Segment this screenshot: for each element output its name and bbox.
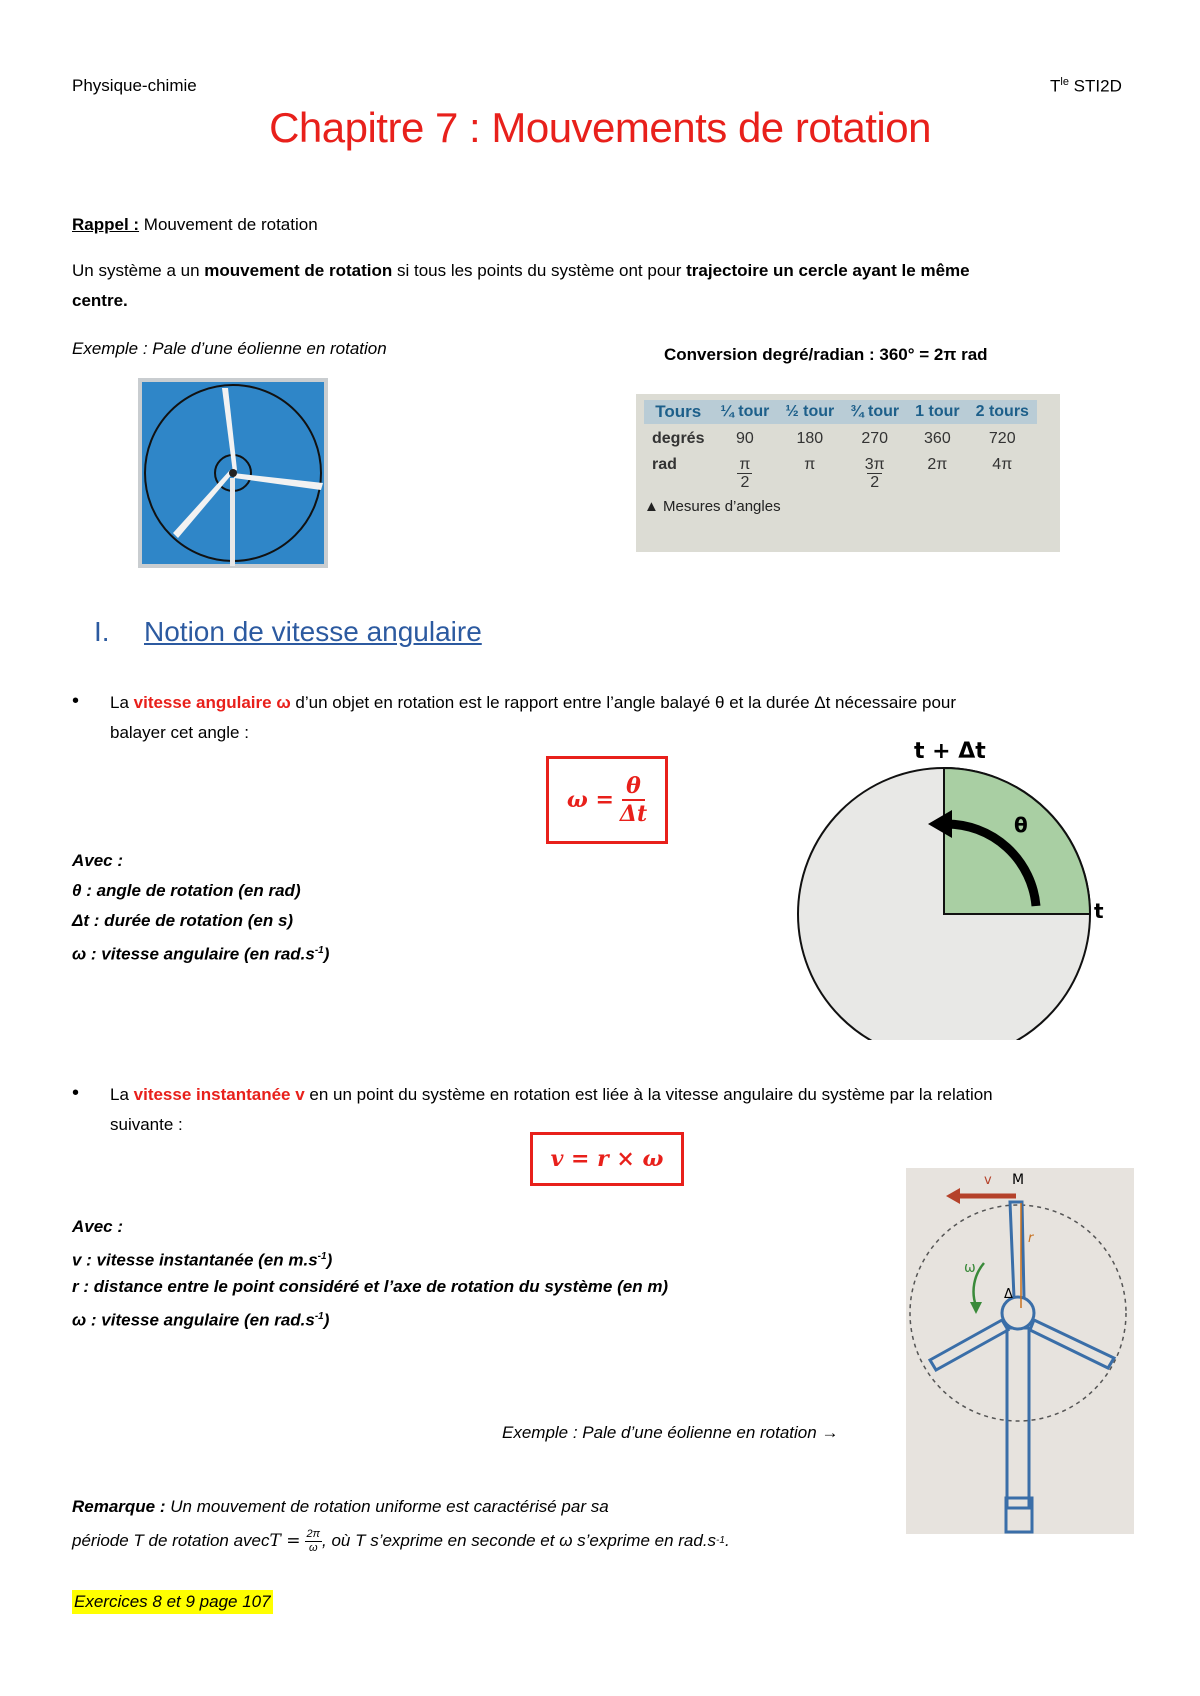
remarque-frac-num: 2π [306, 1527, 321, 1540]
bullet-dot: • [72, 690, 80, 712]
remarque-label: Remarque : [72, 1497, 166, 1516]
remarque-sup: -1 [716, 1535, 725, 1546]
def-dt: Δt : durée de rotation (en s) [72, 911, 294, 930]
remarque-text: période T de rotation avec [72, 1531, 270, 1550]
remarque-end: . [724, 1531, 730, 1550]
turbine-label-m: M [1012, 1172, 1025, 1188]
table-header: ¼ tour [720, 403, 770, 420]
bullet-part: balayer cet angle : [110, 723, 249, 742]
def-omega-sup: -1 [314, 945, 324, 956]
angle-diagram-svg [796, 736, 1126, 1040]
table-cell: 720 [988, 430, 1016, 447]
def-omega-text: ω : vitesse angulaire (en rad.s [72, 944, 315, 964]
formula-angular-speed [546, 756, 668, 844]
def-r: r : distance entre le point considéré et l’axe de rotation du système (en m) [72, 1277, 669, 1296]
bullet-part: suivante : [110, 1115, 183, 1134]
remarque-line-1 [72, 1492, 609, 1522]
def-bold: trajectoire un cercle ayant le même [686, 261, 970, 280]
def-v [72, 1242, 332, 1276]
conversion-table-photo [636, 394, 1060, 552]
def-v-sup: -1 [317, 1251, 327, 1262]
table-header: 1 tour [915, 403, 960, 420]
bullet2-text [110, 1080, 1132, 1140]
example-2: Exemple : Pale d’une éolienne en rotation → [502, 1423, 839, 1442]
header-class-sup: le [1060, 76, 1069, 88]
turbine-label-r: r [1028, 1231, 1034, 1246]
bullet-keyword: vitesse instantanée v [133, 1085, 305, 1104]
conversion-title: Conversion degré/radian : 360° = 2π rad [664, 345, 988, 364]
table-cell: 2π [927, 456, 948, 473]
table-cell: π [804, 456, 816, 473]
bullet-part: La [110, 1085, 134, 1104]
table-header: ½ tour [785, 403, 835, 420]
remarque-formula-lhs: T = [269, 1531, 301, 1551]
def-omega [72, 936, 329, 970]
def-v-end: ) [326, 1250, 333, 1270]
frac-top: π [739, 456, 751, 473]
turbine-diagram [906, 1168, 1134, 1534]
section-number: I. [94, 616, 110, 647]
header-class-main: T [1050, 76, 1061, 96]
formula-lhs: ω = [566, 787, 614, 813]
frac-bottom: 2 [867, 473, 882, 491]
rappel-label: Rappel : [72, 215, 140, 234]
def-omega2-end: ) [323, 1310, 330, 1330]
def-omega-end: ) [323, 944, 330, 964]
table-cell: 360 [924, 430, 951, 447]
exercises-note: Exercices 8 et 9 page 107 [72, 1590, 273, 1614]
turbine-label-v: v [984, 1173, 992, 1188]
remarque-text: Un mouvement de rotation uniforme est caractérisé par sa [165, 1497, 609, 1516]
table-row-label: degrés [652, 430, 705, 447]
bullet-dot: • [72, 1082, 80, 1104]
def-bold: mouvement de rotation [204, 261, 393, 280]
rappel-line [72, 210, 318, 240]
turbine-label-delta: Δ [1004, 1287, 1013, 1302]
rappel-definition [72, 256, 1132, 316]
avec-label-1: Avec : [72, 851, 124, 870]
def-part: si tous les points du système ont pour [392, 261, 687, 280]
table-header: 2 tours [975, 403, 1029, 420]
def-omega2-sup: -1 [314, 1311, 324, 1322]
table-cell: 90 [736, 430, 754, 447]
conversion-table [644, 400, 1037, 494]
table-header: ¾ tour [850, 403, 900, 420]
def-bold: centre. [72, 291, 128, 310]
frac-bottom: 2 [737, 473, 752, 491]
table-cell: 4π [992, 456, 1013, 473]
header-class-rest: STI2D [1068, 76, 1122, 96]
diagram-label-top: t + Δt [914, 739, 986, 764]
table-cell [712, 454, 777, 494]
turbine-label-omega: ω [964, 1260, 976, 1276]
wind-turbine-image [138, 378, 328, 568]
section-label: Notion de vitesse angulaire [144, 616, 482, 647]
formula-instant-speed: v = r × ω [530, 1132, 684, 1186]
def-theta: θ : angle de rotation (en rad) [72, 881, 301, 900]
table-cell: 180 [796, 430, 824, 447]
avec-label-2: Avec : [72, 1217, 124, 1236]
def-omega2 [72, 1302, 329, 1336]
table-row-label: rad [652, 456, 677, 473]
header-class [1050, 76, 1122, 97]
remarque-line-2 [72, 1526, 730, 1556]
bullet-keyword: vitesse angulaire ω [133, 693, 291, 712]
table-cell: 270 [861, 430, 889, 447]
bullet-part: d’un objet en rotation est le rapport entre l’angle balayé θ et la durée Δt nécessaire pour [290, 693, 957, 712]
def-part: Un système a un [72, 261, 205, 280]
def-v-text: v : vitesse instantanée (en m.s [72, 1250, 318, 1270]
bullet-part: en un point du système en rotation est liée à la vitesse angulaire du système par la relation [304, 1085, 993, 1104]
remarque-frac-den: ω [308, 1541, 318, 1554]
header-subject: Physique-chimie [72, 76, 197, 95]
turbine-diagram-svg [906, 1168, 1134, 1534]
frac-top: 3π [864, 456, 885, 473]
diagram-label-theta: θ [1014, 813, 1028, 837]
formula-numerator: θ [622, 773, 645, 801]
remarque-text: , où T s’exprime en seconde et ω s’exprime en rad.s [322, 1531, 717, 1550]
def-omega2-text: ω : vitesse angulaire (en rad.s [72, 1310, 315, 1330]
wind-turbine-photo [138, 378, 328, 568]
table-caption: ▲ Mesures d’angles [644, 498, 781, 515]
rappel-text: Mouvement de rotation [139, 215, 318, 234]
table-header: Tours [655, 402, 702, 421]
angle-diagram [796, 736, 1126, 1040]
section-title [94, 616, 482, 648]
rappel-example: Exemple : Pale d’une éolienne en rotation [72, 339, 387, 358]
table-cell [842, 454, 907, 494]
diagram-label-t: t [1094, 899, 1104, 923]
formula-denominator: Δt [619, 801, 648, 827]
formula-fraction [620, 773, 647, 827]
page-title: Chapitre 7 : Mouvements de rotation [269, 104, 931, 151]
remarque-fraction [305, 1528, 323, 1555]
bullet-part: La [110, 693, 134, 712]
